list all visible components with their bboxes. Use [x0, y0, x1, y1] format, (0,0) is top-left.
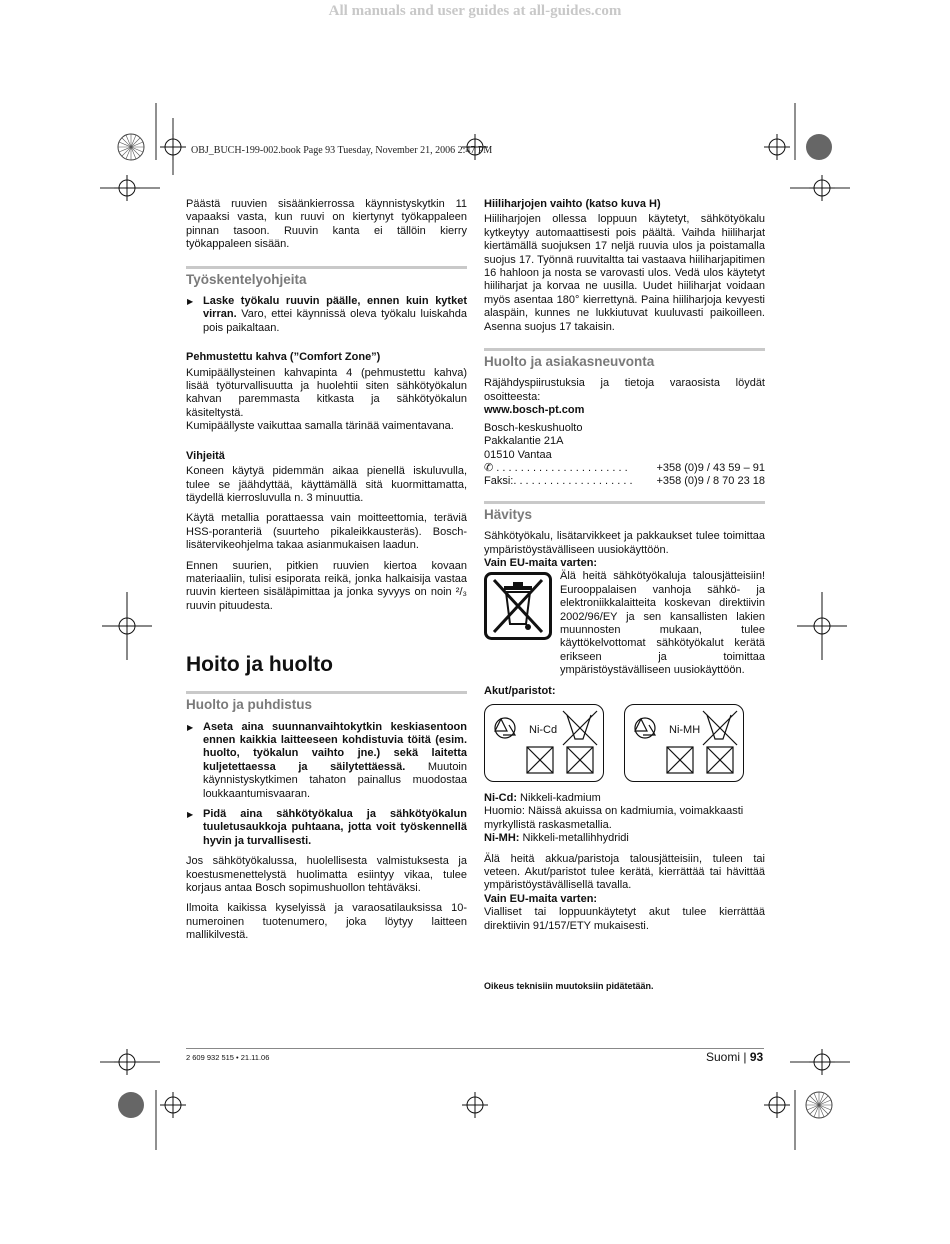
battery-symbol-nicd — [484, 704, 604, 782]
paragraph-havitys: Sähkötyökalu, lisätarvikkeet ja pakkaukset tulee toimittaa ympäristöystävälliseen uusiokäyttöön. — [484, 530, 765, 556]
paragraph-hiiliharjat: Hiiliharjojen ollessa loppuun käytetyt, sähkötyökalu kytkeytyy automaattisesti pois päältä. Vaihda hiiliharjat kiertämällä suojuksen 17 neljä ruuvia ulos ja poistamalla suojus 17. Työnnä ruuvitaltta tai vastaava hiiliharjapitimen 16 hahloon ja nosta se varovasti ulos. Vedä ulos käytetyt hiiliharjat ja korvaa ne uusilla. Uudet hiiliharjat voidaan myös asentaa 180° kierrettynä. Paina hiiliharjoja kevyesti alaspäin, kunnes ne lukkiutuvat kuuluvasti paikoilleen. Asenna suojus 17 takaisin. — [484, 213, 765, 333]
recycle-bin-icons — [485, 705, 603, 781]
bullet-bold-text: Laske työkalu ruuvin päälle, ennen kuin kytket virran. — [203, 295, 467, 321]
battery-symbol-nimh — [624, 704, 744, 782]
footer-divider — [186, 1048, 764, 1049]
footer-language: Suomi | — [706, 1050, 750, 1064]
nicd-meaning: Nikkeli-kadmium — [517, 792, 601, 804]
footer-page-label — [706, 1050, 763, 1064]
page-number: 93 — [749, 1050, 764, 1064]
phone-label: ✆ . . . . . . . . . . . . . . . . . . . . . . — [484, 461, 628, 474]
paragraph-akut: Älä heitä akkua/paristoja talousjätteisiin, tuleen tai veteen. Akut/paristot tulee kerätä, kierrättää tai hävittää ympäristöystävällisellä tavalla. — [484, 852, 765, 892]
footer-doc-number: 2 609 932 515 • 21.11.06 — [186, 1053, 270, 1062]
huomio-note: Huomio: Näissä akuissa on kadmiumia, voimakkaasti myrkyllistä raskasmetallia. — [484, 805, 744, 831]
nimh-meaning: Nikkeli-metallihhydridi — [519, 832, 629, 845]
nimh-definition — [484, 832, 765, 845]
weee-block — [484, 570, 765, 677]
right-column — [484, 198, 765, 940]
address-line-2: Pakkalantie 21A — [484, 435, 564, 448]
fax-row — [484, 475, 765, 488]
battery-label-nicd: Ni-Cd — [529, 724, 558, 736]
paragraph-eu-2: Vialliset tai loppuunkäytetyt akut tulee kierrättää direktiivin 91/157/ETY mukaisesti. — [484, 906, 765, 932]
bullet-text: Muutoin käynnistyskytkimen tahaton painallus muodostaa loukkaantumisvaaran. — [203, 760, 467, 800]
intro-paragraph: Päästä ruuvien sisäänkierrossa käynnistyskytkin 11 vapaaksi vasta, kun ruuvi on kiertynyt työkappaleen pinnan tasoon. Ruuvin kanta ei tällöin kierry työkappaleen sisään. — [186, 198, 467, 251]
heading-pehmustettu-kahva: Pehmustettu kahva (”Comfort Zone”) — [186, 351, 381, 364]
battery-symbols — [484, 704, 765, 782]
bullet-laske-tyokalu — [186, 295, 467, 335]
phone-row — [484, 462, 765, 475]
nimh-term: Ni-MH: — [484, 832, 520, 845]
fax-label: Faksi:. . . . . . . . . . . . . . . . . . . . — [484, 475, 633, 488]
heading-huolto-ja-puhdistus: Huolto ja puhdistus — [186, 691, 467, 711]
bullet-pida-aina — [186, 808, 467, 848]
address-line-3: 01510 Vantaa — [484, 448, 552, 461]
watermark: All manuals and user guides at all-guides.com — [328, 3, 622, 19]
website-link[interactable]: www.bosch-pt.com — [484, 404, 585, 417]
paragraph-huolto-1: Jos sähkötyökalussa, huolellisesta valmistuksesta ja koestusmenettelystä huolimatta esiintyy vikaa, tulee korjaus antaa Bosch sopimushuollon tehtäväksi. — [186, 855, 467, 895]
book-info-line: OBJ_BUCH-199-002.book Page 93 Tuesday, November 21, 2006 2:47 PM — [191, 145, 493, 156]
bullet-bold-text: Aseta aina suunnanvaihtokytkin keskiasentoon ennen kaikkia laitteeseen kohdistuvia töitä (esim. huolto, työkalun vaihto jne.) sekä laitetta kuljetettaessa ja säilytettäessä. — [203, 720, 467, 773]
heading-vihjeita: Vihjeitä — [186, 449, 225, 462]
nicd-definition — [484, 792, 765, 805]
eu-label: Vain EU-maita varten: — [484, 556, 598, 569]
paragraph-vihje-1: Koneen käytyä pidemmän aikaa pienellä iskuluvulla, tulee se jäähdyttää, käyttämällä sitä kuormittamatta, täydellä kierrosluvulla n. 3 minuuttia. — [186, 465, 467, 504]
heading-tyoskentelyohjeita: Työskentelyohjeita — [186, 266, 467, 286]
heading-havitys: Hävitys — [484, 501, 765, 521]
battery-label-nimh: Ni-MH — [669, 724, 701, 736]
fax-number: +358 (0)9 / 8 70 23 18 — [656, 475, 765, 488]
heading-hiiliharjojen-vaihto: Hiiliharjojen vaihto (katso kuva H) — [484, 198, 661, 210]
section-title-hoito-ja-huolto: Hoito ja huolto — [186, 653, 333, 677]
address-line-1: Bosch-keskushuolto — [484, 421, 583, 434]
paragraph-vihje-2: Käytä metallia porattaessa vain moitteettomia, teräviä HSS-poranteriä (suurteho pikaleikkausteräs). Bosch-lisätervikeohjelma takaa asianmukaisen laadun. — [186, 512, 467, 552]
heading-huolto-ja-asiakasneuvonta: Huolto ja asiakasneuvonta — [484, 348, 765, 368]
akut-paristot-label: Akut/paristot: — [484, 684, 556, 697]
paragraph-eu: Älä heitä sähkötyökaluja talousjätteisiin! Eurooppalaisen vanhoja sähkö- ja elektroniikkalaitteita koskevan direktiivin 2002/96/EY ja sen kansallisten lakien muunnosten mukaan, tulee käyttökelvottomat sähkötyökalut kerätä erikseen ja toimittaa ympäristöystävälliseen uusiokäyttöön. — [560, 570, 765, 677]
left-column — [186, 198, 467, 950]
bullet-aseta-aina — [186, 721, 467, 801]
footnote: Oikeus teknisiin muutoksiin pidätetään. — [484, 981, 654, 991]
eu-label-2: Vain EU-maita varten: — [484, 892, 598, 905]
bullet-text: Varo, ettei käynnissä oleva työkalu luiskahda pois paikaltaan. — [203, 308, 467, 334]
paragraph-huolto-2: Ilmoita kaikissa kyselyissä ja varaosatilauksissa 10-numeroinen tuotenumero, joka löytyy laitteen mallikilvestä. — [186, 902, 467, 942]
recycle-bin-icons — [625, 705, 743, 781]
paragraph-asiakas: Räjähdyspiirustuksia ja tietoja varaosista löydät osoitteesta: — [484, 377, 765, 403]
paragraph-pehmustettu: Kumipäällysteinen kahvapinta 4 (pehmustettu kahva) lisää työturvallisuutta ja huolehtii siten sähkötyökalun kahvan paremmasta kitkasta ja sähkötyökalun käsiteltystä. — [186, 366, 467, 419]
nicd-term: Ni-Cd: — [484, 792, 517, 804]
paragraph-vihje-3: Ennen suurien, pitkien ruuvien kiertoa kovaan materiaaliin, tulisi esiporata reikä, jonka halkaisija vastaa ruuvin kierteen sisäläpimittaa ja jonka syvyys on noin ²/₃ ruuvin pituudesta. — [186, 559, 467, 612]
phone-number: +358 (0)9 / 43 59 – 91 — [656, 461, 765, 474]
paragraph-pehmustettu-2: Kumipäällyste vaikuttaa samalla tärinää vaimentavana. — [186, 420, 454, 433]
crossed-bin-icon — [484, 572, 552, 640]
bullet-bold-text: Pidä aina sähkötyökalua ja sähkötyökalun tuuletusaukkoja puhtaana, jotta voit työskennellä hyvin ja turvallisesti. — [203, 808, 467, 847]
